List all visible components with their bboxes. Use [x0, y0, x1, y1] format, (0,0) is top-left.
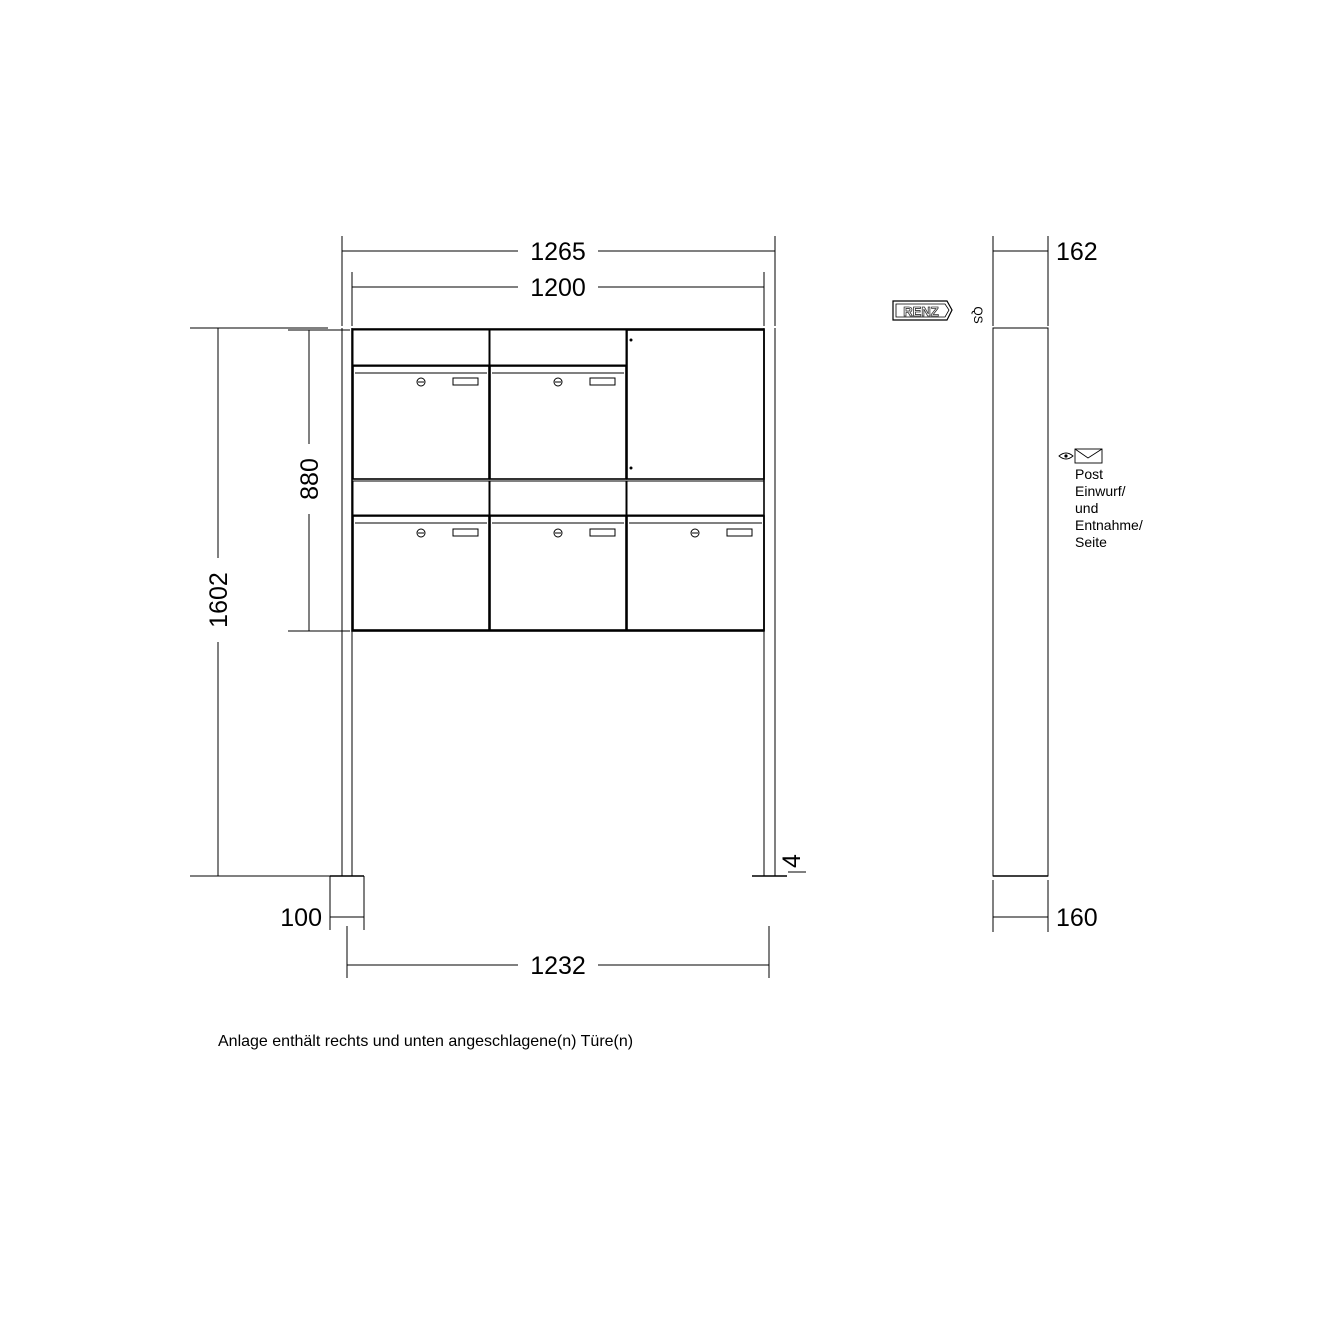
dimension-post-spacing — [347, 926, 769, 980]
side-label-line: Post — [1075, 466, 1104, 482]
mailbox-unit — [352, 329, 764, 631]
name-tag — [590, 529, 615, 536]
side-label-line: und — [1075, 500, 1099, 516]
dimension-box-height — [288, 330, 350, 631]
envelope-icon — [1075, 449, 1102, 463]
eye-icon — [1059, 453, 1073, 459]
lock-icon — [417, 529, 425, 537]
dimension-label-100: 100 — [280, 904, 322, 932]
dimension-label-4: 4 — [778, 854, 806, 868]
lock-icon — [554, 529, 562, 537]
nameplate-panel — [353, 481, 489, 515]
mailbox-door — [353, 366, 489, 479]
dimension-total-height — [190, 328, 336, 876]
nameplate-panel — [353, 330, 489, 365]
lock-icon — [691, 529, 699, 537]
side-profile — [993, 328, 1048, 876]
lock-icon — [417, 378, 425, 386]
dimension-label-880: 880 — [296, 458, 324, 500]
qs-mark: QS — [971, 306, 985, 324]
brand-label: RENZ — [903, 304, 939, 319]
large-compartment-door — [627, 330, 764, 479]
renz-logo — [893, 301, 952, 320]
nameplate-panel — [627, 481, 764, 515]
name-tag — [590, 378, 615, 385]
name-tag — [453, 529, 478, 536]
dimension-label-1200: 1200 — [530, 274, 586, 302]
dimension-label-1602: 1602 — [205, 572, 233, 628]
side-label — [1075, 466, 1143, 550]
dimension-box-width — [352, 272, 764, 326]
name-tag — [727, 529, 752, 536]
name-tag — [453, 378, 478, 385]
hinge-dot — [630, 467, 633, 470]
side-view — [993, 236, 1098, 932]
left-post — [330, 328, 364, 876]
dimension-label-1265: 1265 — [530, 238, 586, 266]
hinge-dot — [630, 339, 633, 342]
dimension-foot-width — [280, 876, 364, 932]
side-label-line: Einwurf/ — [1075, 483, 1126, 499]
dimension-label-160: 160 — [1056, 904, 1098, 932]
nameplate-panel — [490, 330, 626, 365]
side-label-line: Entnahme/ — [1075, 517, 1143, 533]
nameplate-panel — [490, 481, 626, 515]
mailbox-door — [490, 366, 626, 479]
lock-icon — [554, 378, 562, 386]
dimension-label-162: 162 — [1056, 238, 1098, 266]
side-label-line: Seite — [1075, 534, 1107, 550]
dimension-label-1232: 1232 — [530, 952, 586, 980]
footnote: Anlage enthält rechts und unten angeschlagene(n) Türe(n) — [218, 1033, 634, 1050]
right-post — [752, 328, 787, 876]
dimension-gap — [778, 854, 806, 872]
